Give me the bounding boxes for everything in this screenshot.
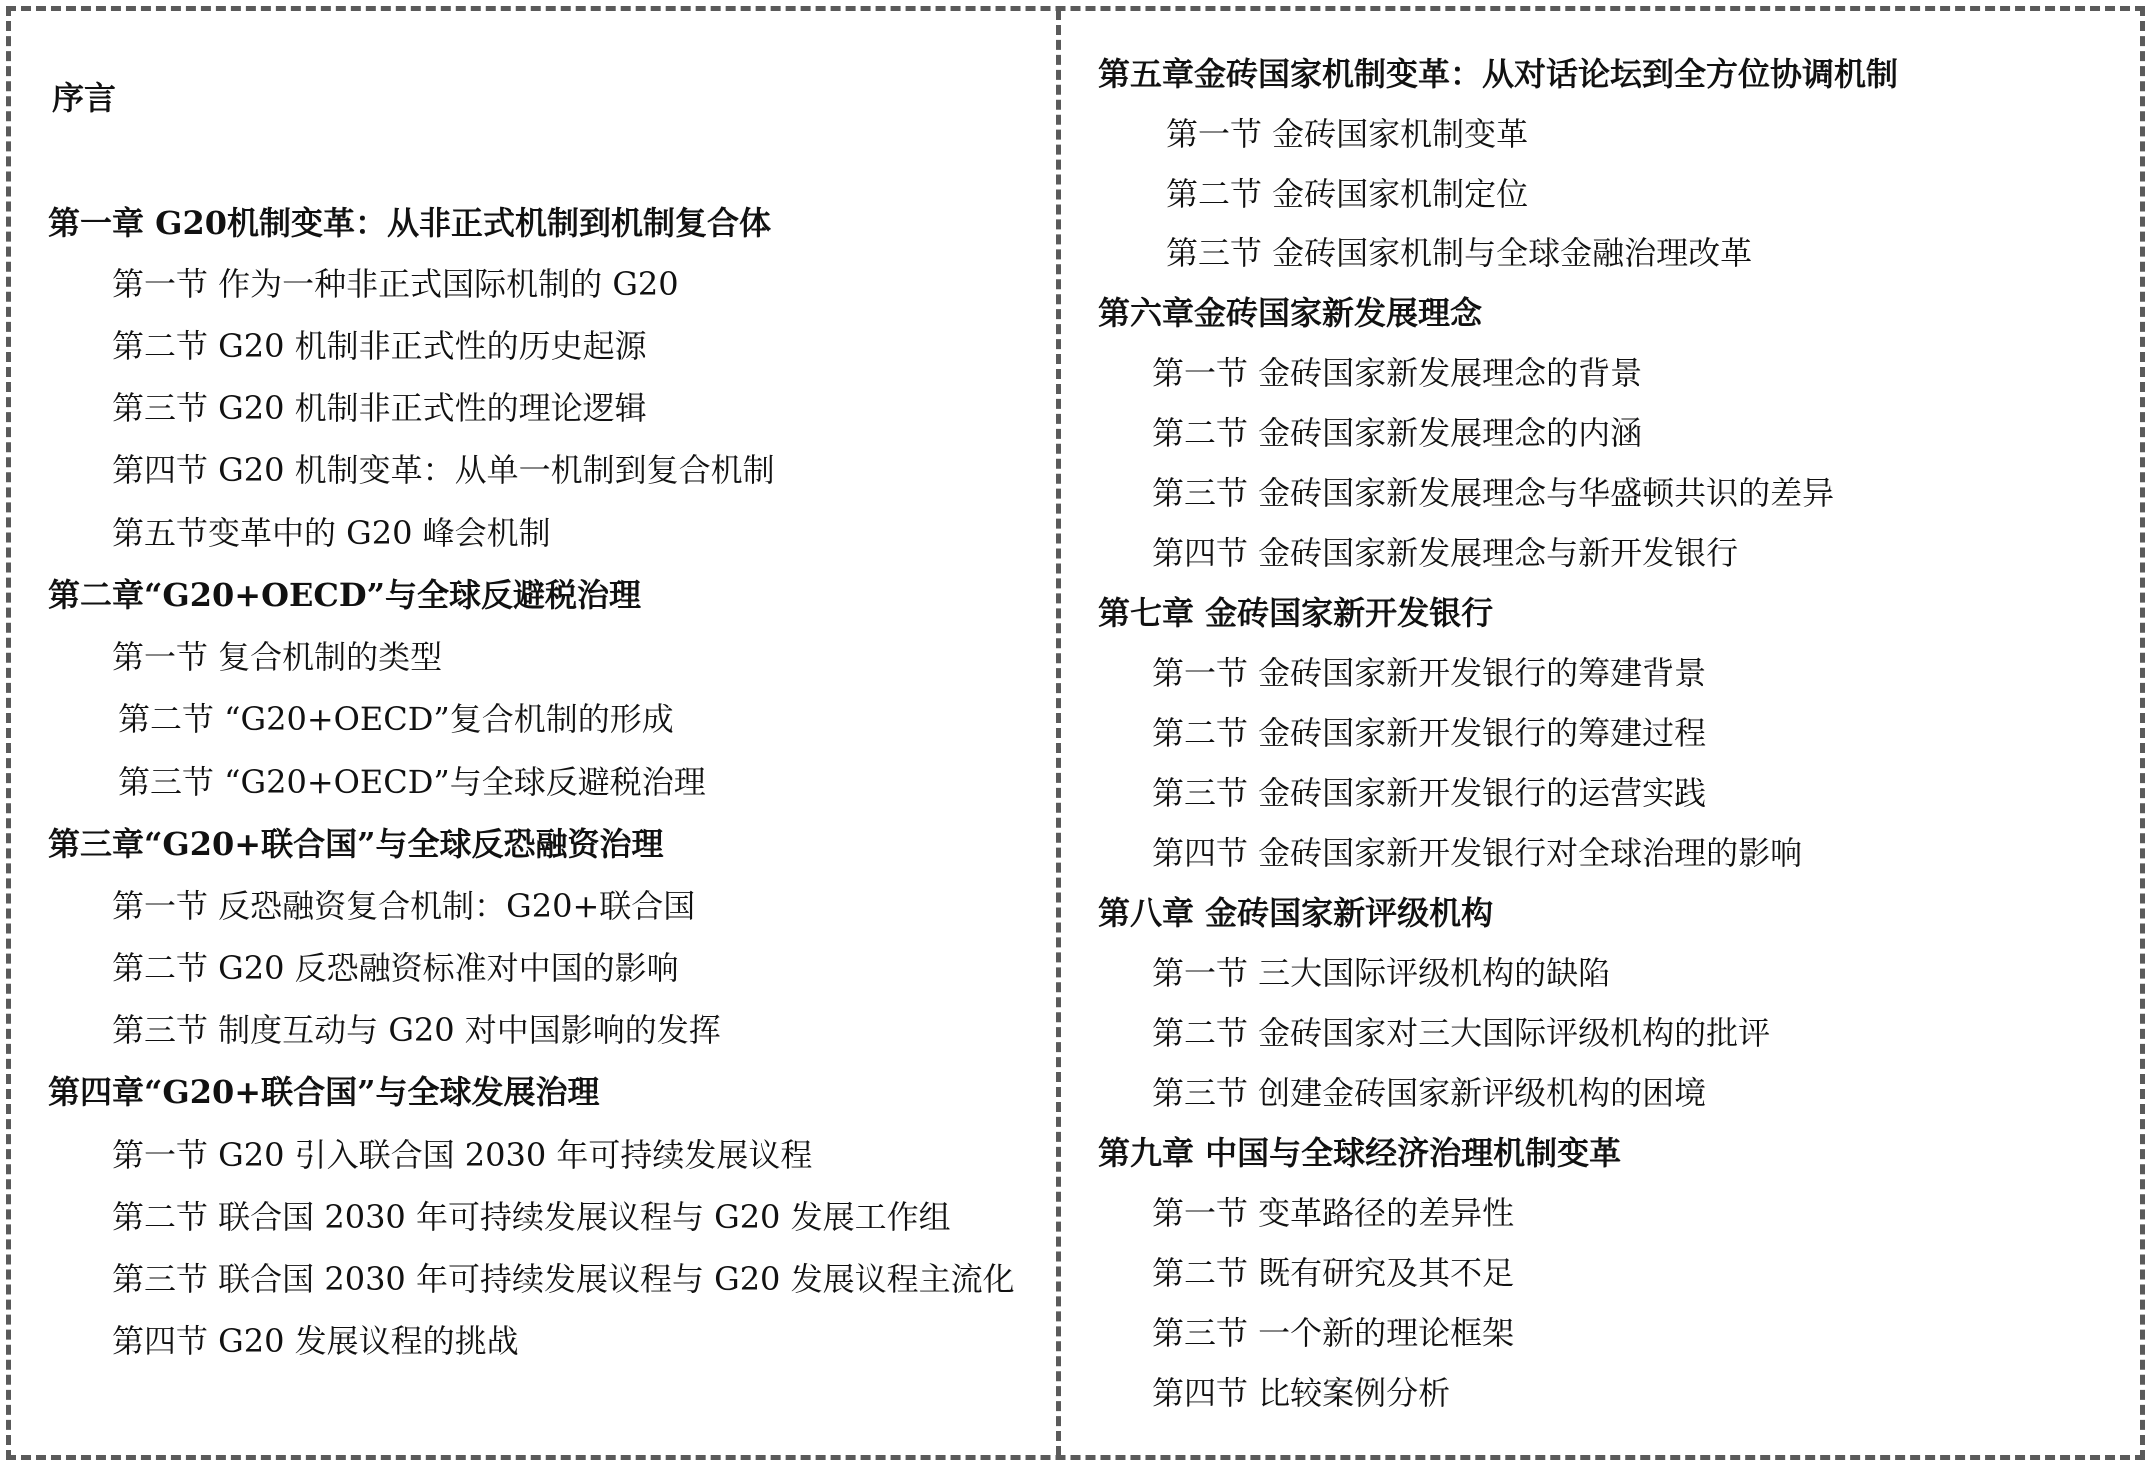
chapter-6-section-1: 第一节 金砖国家新发展理念的背景 [1152,354,1643,392]
chapter-2-section-1: 第一节 复合机制的类型 [112,638,443,676]
chapter-7-section-1: 第一节 金砖国家新开发银行的筹建背景 [1152,654,1707,692]
chapter-6-section-2: 第二节 金砖国家新发展理念的内涵 [1152,414,1643,452]
chapter-7-section-2: 第二节 金砖国家新开发银行的筹建过程 [1152,714,1707,752]
chapter-3-section-3: 第三节 制度互动与 G20 对中国影响的发挥 [112,1011,721,1049]
chapter-5-section-2: 第二节 金砖国家机制定位 [1166,175,1529,213]
chapter-3-title: 第三章“G20+联合国”与全球反恐融资治理 [48,825,664,863]
chapter-1-title: 第一章 G20机制变革：从非正式机制到机制复合体 [48,204,772,242]
preface-heading: 序言 [52,79,117,117]
chapter-1-section-3: 第三节 G20 机制非正式性的理论逻辑 [112,389,647,427]
chapter-9-section-1: 第一节 变革路径的差异性 [1152,1194,1515,1232]
chapter-7-section-4: 第四节 金砖国家新开发银行对全球治理的影响 [1152,834,1803,872]
chapter-1-section-5: 第五节变革中的 G20 峰会机制 [112,514,551,552]
chapter-9-section-4: 第四节 比较案例分析 [1152,1374,1451,1412]
chapter-8-section-2: 第二节 金砖国家对三大国际评级机构的批评 [1152,1014,1771,1052]
chapter-4-section-1: 第一节 G20 引入联合国 2030 年可持续发展议程 [112,1136,813,1174]
chapter-3-section-2: 第二节 G20 反恐融资标准对中国的影响 [112,949,679,987]
chapter-9-section-2: 第二节 既有研究及其不足 [1152,1254,1515,1292]
chapter-5-section-1: 第一节 金砖国家机制变革 [1166,115,1529,153]
chapter-4-title: 第四章“G20+联合国”与全球发展治理 [48,1073,600,1111]
chapter-9-section-3: 第三节 一个新的理论框架 [1152,1314,1515,1352]
chapter-8-title: 第八章 金砖国家新评级机构 [1098,894,1494,932]
chapter-8-section-3: 第三节 创建金砖国家新评级机构的困境 [1152,1074,1707,1112]
chapter-8-section-1: 第一节 三大国际评级机构的缺陷 [1152,954,1611,992]
chapter-2-section-3: 第三节 “G20+OECD”与全球反避税治理 [118,763,706,801]
chapter-1-section-2: 第二节 G20 机制非正式性的历史起源 [112,327,647,365]
column-divider [1056,10,1061,1456]
chapter-6-section-3: 第三节 金砖国家新发展理念与华盛顿共识的差异 [1152,474,1835,512]
chapter-7-title: 第七章 金砖国家新开发银行 [1098,594,1494,632]
chapter-3-section-1: 第一节 反恐融资复合机制：G20+联合国 [112,887,696,925]
chapter-9-title: 第九章 中国与全球经济治理机制变革 [1098,1134,1622,1172]
chapter-4-section-4: 第四节 G20 发展议程的挑战 [112,1322,519,1360]
chapter-7-section-3: 第三节 金砖国家新开发银行的运营实践 [1152,774,1707,812]
chapter-2-title: 第二章“G20+OECD”与全球反避税治理 [48,576,641,614]
chapter-4-section-2: 第二节 联合国 2030 年可持续发展议程与 G20 发展工作组 [112,1198,951,1236]
chapter-6-title: 第六章金砖国家新发展理念 [1098,294,1483,332]
chapter-5-section-3: 第三节 金砖国家机制与全球金融治理改革 [1166,234,1753,272]
chapter-2-section-2: 第二节 “G20+OECD”复合机制的形成 [118,700,674,738]
chapter-1-section-1: 第一节 作为一种非正式国际机制的 G20 [112,265,679,303]
chapter-1-section-4: 第四节 G20 机制变革：从单一机制到复合机制 [112,451,775,489]
chapter-5-title: 第五章金砖国家机制变革：从对话论坛到全方位协调机制 [1098,55,1899,93]
chapter-4-section-3: 第三节 联合国 2030 年可持续发展议程与 G20 发展议程主流化 [112,1260,1015,1298]
chapter-6-section-4: 第四节 金砖国家新发展理念与新开发银行 [1152,534,1739,572]
